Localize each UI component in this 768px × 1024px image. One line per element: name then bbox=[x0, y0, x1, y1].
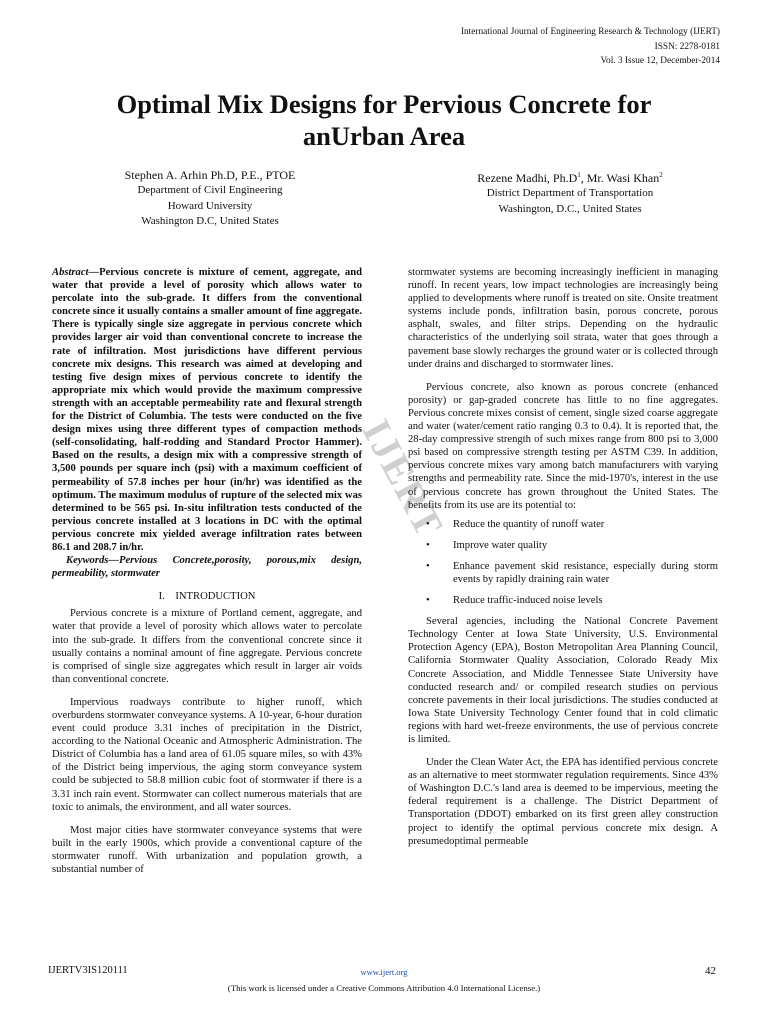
list-item: • Enhance pavement skid resistance, especially during storm events by rapidly draining rain water bbox=[408, 560, 718, 586]
left-column bbox=[52, 266, 362, 876]
author-name: Stephen A. Arhin Ph.D, P.E., PTOE bbox=[124, 168, 296, 182]
keywords-lead: Keywords— bbox=[66, 555, 119, 567]
author-sup-2: 2 bbox=[659, 171, 663, 179]
list-item: • Improve water quality bbox=[408, 539, 718, 552]
keywords bbox=[52, 554, 362, 580]
title-line-1: Optimal Mix Designs for Pervious Concrete for bbox=[116, 89, 652, 119]
section-number: I. bbox=[158, 591, 165, 603]
author-name-2: , Mr. Wasi Khan bbox=[580, 171, 660, 185]
intro-paragraph: Most major cities have stormwater conveyance systems that were built in the early 1900s, which provide a conventional capture of the stormwater runoff. With urbanization and population growth, a substantial number of bbox=[52, 824, 362, 876]
body-paragraph: stormwater systems are becoming increasingly inefficient in managing runoff. In recent years, low impact technologies are increasingly being applied to developments where runoff is treated on site. Onsite treatment systems include ponds, infiltration basin, porous concrete, porous asphalt, swales, and filter strips. Depending on the hydraulic characteristics of the underlying soil strata, water that goes through a pavement base slowly recharges the ground water or is collected through under drains and discharged to stormwater lines. bbox=[408, 267, 718, 370]
author-dept: Department of Civil Engineering bbox=[137, 184, 283, 197]
benefits-list bbox=[408, 518, 718, 607]
author-sup-1: 1 bbox=[577, 171, 581, 179]
right-column bbox=[408, 266, 718, 848]
author-org: Howard University bbox=[167, 199, 253, 212]
section-title-initial: I bbox=[175, 591, 179, 603]
body-paragraph: Several agencies, including the National Concrete Pavement Technology Center at Iowa State University, U.S. Environmental Protection Agency (EPA), Boston Metropolitan Area Planning Council, California Stormwater Quality Association, Colorado Ready Mix Concrete Association, and Middle Tennessee State University have conducted research and/ or compiled research studies on pervious concrete pavements in their local jurisdictions. The studies conducted at Iowa State University Technology Center found that in cold climatic regions with hard wet-freeze environments, the use of pervious concrete is limited. bbox=[408, 616, 718, 745]
abstract-lead: Abstract— bbox=[52, 267, 100, 278]
abstract-text: Pervious concrete is mixture of cement, aggregate, and water that provide a level of porosity which allows water to percolate into the sub-grade. It differs from the conventional concrete since it usually contains a smaller amount of fine aggregate. There is typically single size aggregate in pervious concrete which provides larger air void than conventional concrete to increase the rate of infiltration. Most jurisdictions have different pervious concrete mix designs. This research was aimed at developing and testing five design mixes of pervious concrete to identify the appropriate mix which would provide the maximum compressive strength with an acceptable permeability rate and flexural strength for the District of Columbia. The tests were conducted on the five design mixes using three different types of compaction methods (self-consolidating, half-rodding and Standard Proctor Hammer). Based on the results, a design mix with a compressive strength of 3,500 pounds per square inch (psi) with a maximum coefficient of permeability of 57.8 inches per hour (in/hr) was identified as the optimum. The maximum modulus of rupture of the selected mix was determined to be 565 psi. In-situ infiltration tests conducted of the pervious concrete installed at 3 locations in DC with the optimal pervious concrete mix yielded average infiltration rates between 86.1 and 208.7 in/hr. bbox=[52, 267, 362, 553]
journal-name: International Journal of Engineering Research & Technology (IJERT) bbox=[460, 27, 720, 37]
title-line-2: anUrban Area bbox=[302, 121, 466, 151]
paper-id: IJERTV3IS120111 bbox=[48, 965, 128, 976]
author-place: Washington D.C, United States bbox=[141, 215, 279, 228]
watermark: IJERT bbox=[353, 412, 453, 545]
author-place: Washington, D.C., United States bbox=[498, 202, 642, 215]
section-heading-introduction bbox=[52, 590, 362, 603]
intro-paragraph: Impervious roadways contribute to higher runoff, which overburdens stormwater conveyance systems. A 10-year, 6-hour duration event could produce 3.31 inches of precipitation in the District, according to the National Oceanic and Atmospheric Administration. The District of Columbia has a land area of 61.05 square miles, so with 43% of the District being impervious, the aging storm conveyance system could be subjected to 58.8 million cubic foot of stormwater if there is a 3.31 inch rain event. Stormwater can collect numerous materials that are toxic to animals, the environment, and all water sources. bbox=[52, 696, 362, 813]
list-item: • Reduce traffic-induced noise levels bbox=[408, 594, 718, 607]
author-name-1: Rezene Madhi, Ph.D bbox=[477, 171, 578, 185]
license-notice: (This work is licensed under a Creative Commons Attribution 4.0 International License.) bbox=[227, 983, 541, 993]
list-item: • Reduce the quantity of runoff water bbox=[408, 518, 718, 531]
author-block-left bbox=[80, 168, 340, 230]
page-number: 42 bbox=[705, 965, 716, 977]
journal-issn: ISSN: 2278-0181 bbox=[654, 41, 720, 52]
keywords-text: Pervious Concrete,porosity, porous,mix design, permeability, stormwater bbox=[52, 555, 362, 580]
body-paragraph: Pervious concrete, also known as porous concrete (enhanced porosity) or gap-graded concrete has little to no fine aggregates. Pervious concrete mixes consist of cement, single sized coarse aggregate and water (water/cement ratio ranging 0.3 to 0.4). It is reported that, the 28-day compressive strength of such mixes range from 800 psi to 3,000 psi based on compressive strength testing per ASTM C39. In addition, pervious concrete mixes vary among batch manufacturers with varying strengths and permeability rate. Since the mid-1970's, interest in the use of pervious concrete has grown throughout the United States. The benefits from its use are its potential to: bbox=[408, 381, 718, 511]
journal-header bbox=[461, 25, 720, 69]
journal-volume: Vol. 3 Issue 12, December-2014 bbox=[600, 56, 720, 67]
body-paragraph: Under the Clean Water Act, the EPA has identified pervious concrete as an alternative to meet stormwater regulation requirements. Since 43% of Washington D.C.'s land area is deemed to be impervious, meeting the federal requirement is a challenge. The District Department of Transportation (DDOT) embarked on its first green alley construction project to identify the optimal pervious concrete mix design. A presumedoptimal permeable bbox=[408, 757, 718, 847]
author-names bbox=[420, 168, 720, 186]
journal-website-link[interactable]: www.ijert.org bbox=[360, 967, 408, 977]
author-block-right bbox=[420, 168, 720, 217]
intro-paragraph: Pervious concrete is a mixture of Portland cement, aggregate, and water that provide a level of porosity which allows water to percolate into the sub-grade. It differs from the conventional concrete since it usually contains a nominal amount of fine aggregate. Pervious concrete is comprised of single size aggregates which result in larger air voids than conventional concrete. bbox=[52, 608, 362, 685]
section-title-rest: NTRODUCTION bbox=[178, 591, 256, 603]
author-org: District Department of Transportation bbox=[486, 187, 654, 200]
paper-title bbox=[40, 88, 728, 152]
abstract bbox=[52, 266, 362, 554]
